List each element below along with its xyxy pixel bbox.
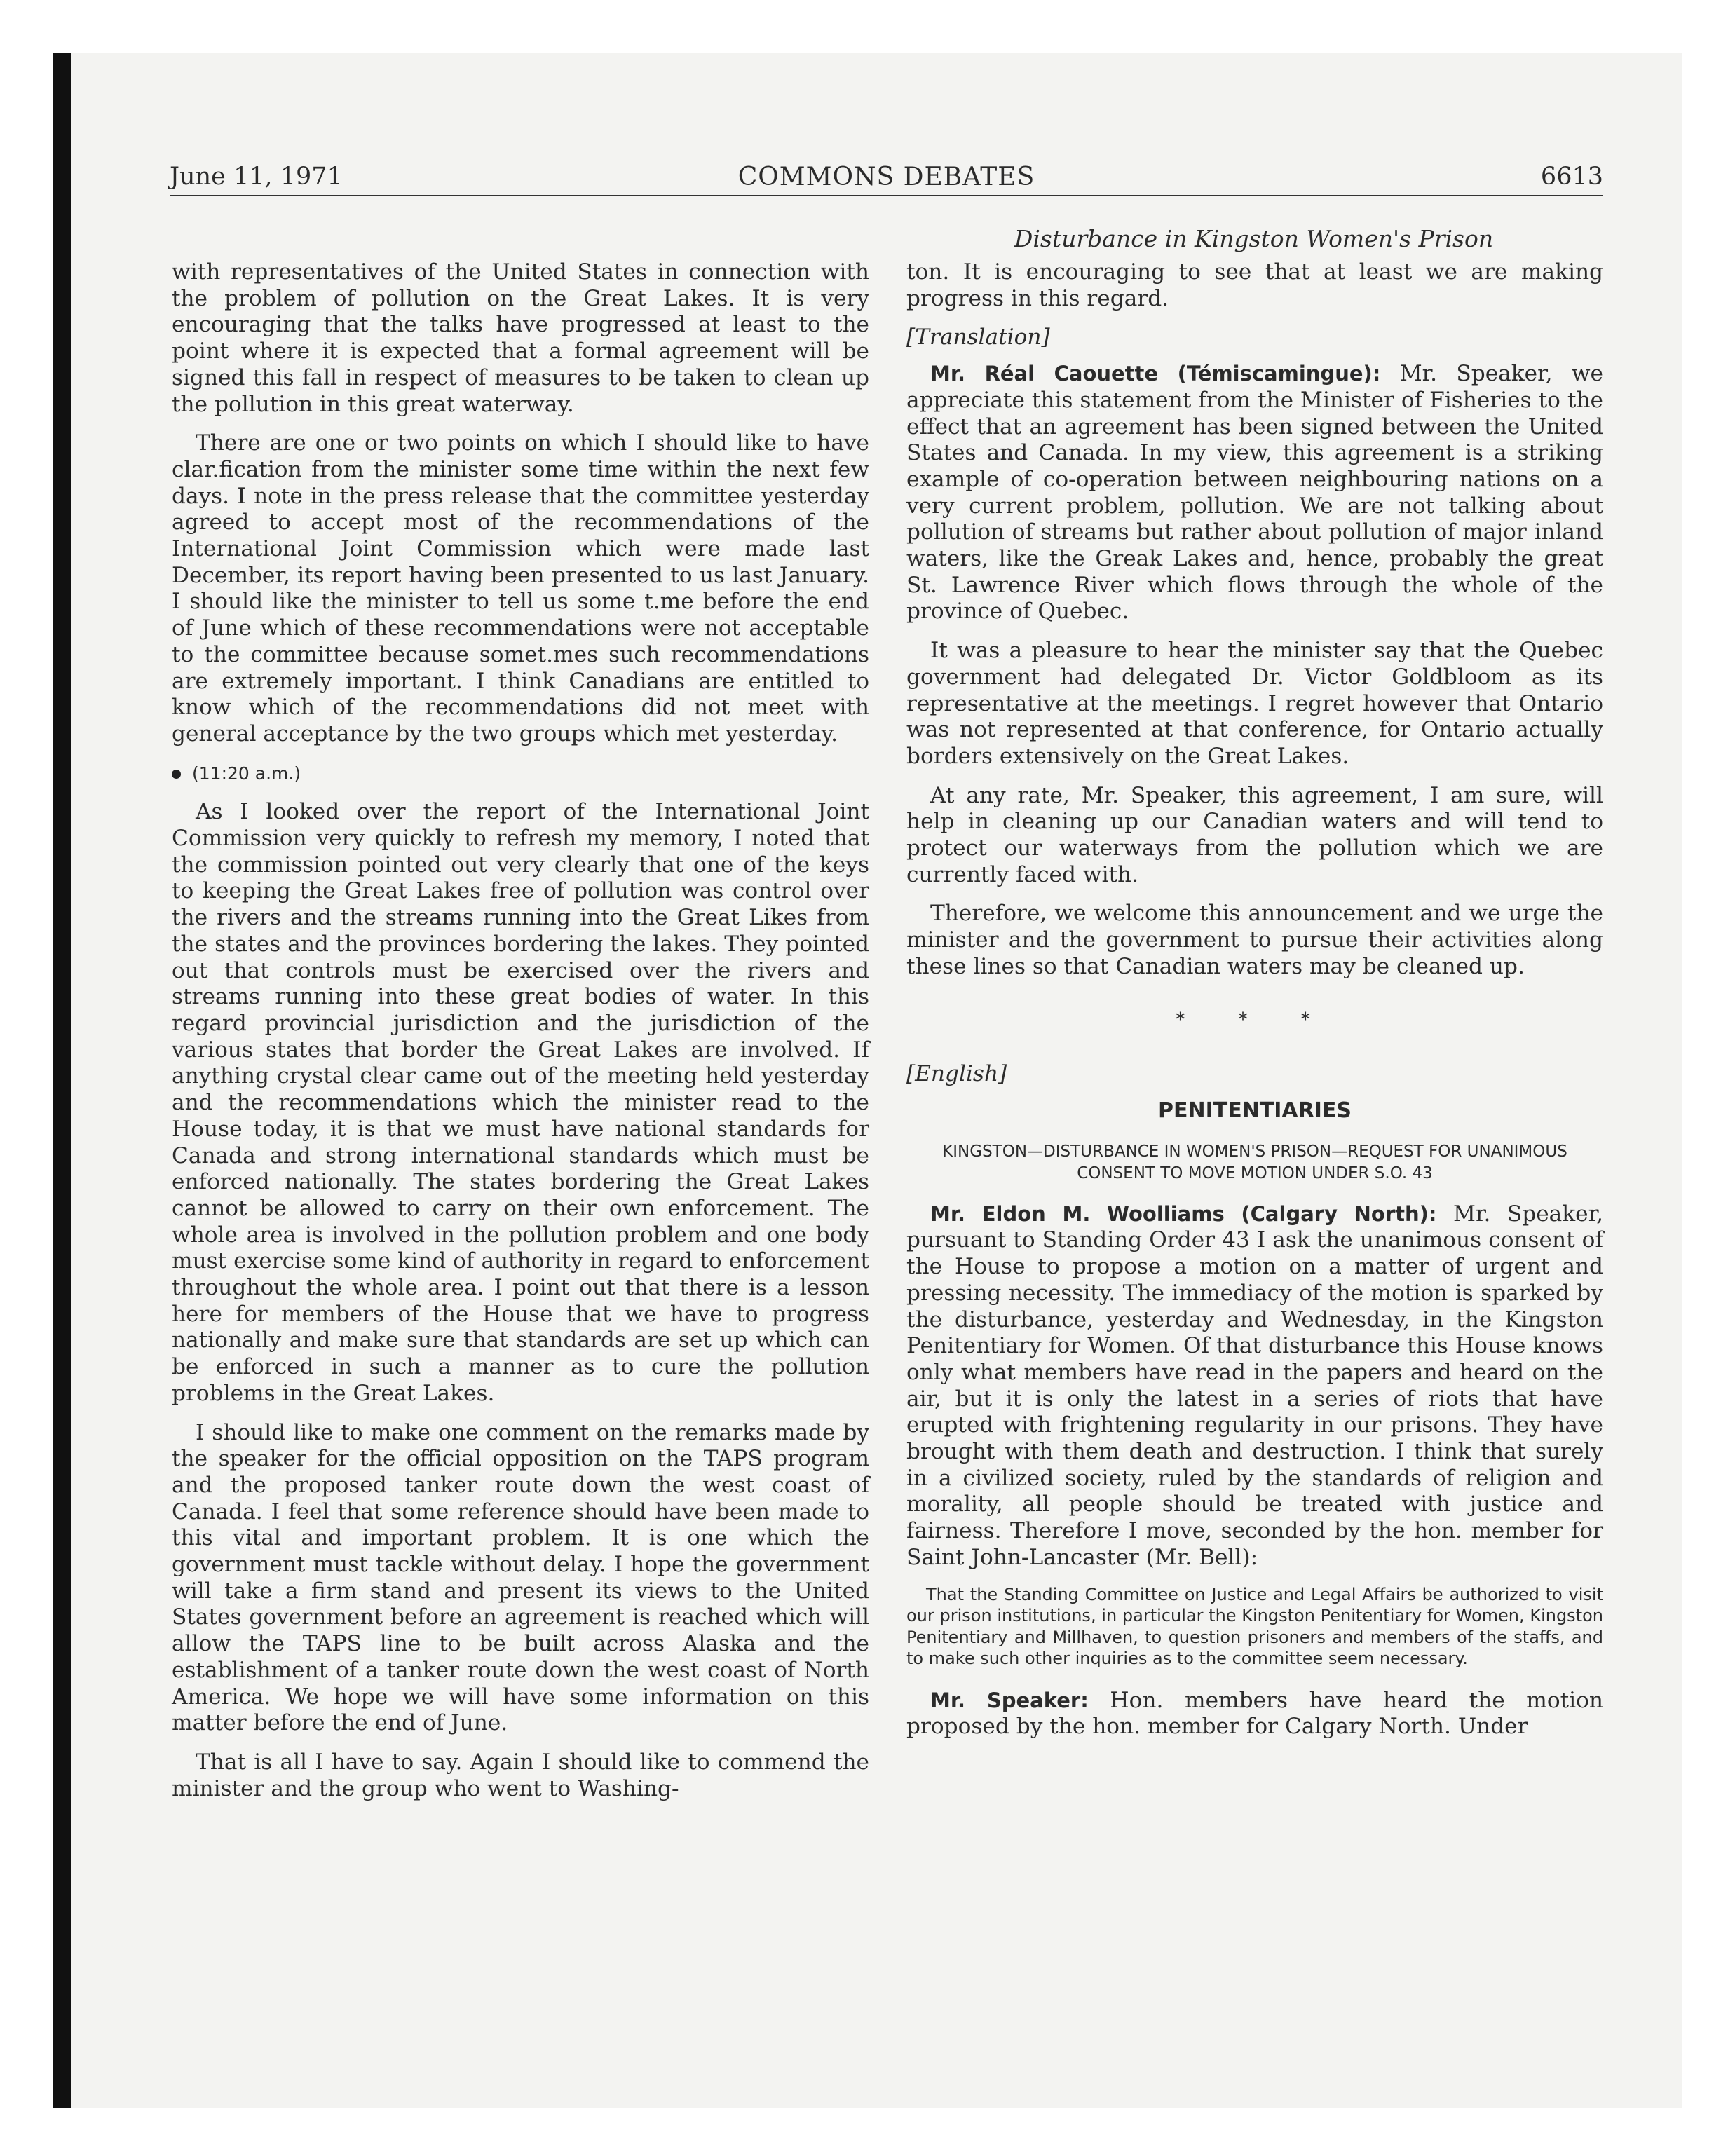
paragraph: As I looked over the report of the International Joint Commission very quickly to refresh my memory, I noted that the commission pointed out very clearly that one of the keys to keeping the Great Lakes free of pollution was control over the rivers and the streams running into the Great Likes from the states and the provinces bordering the lakes. They pointed out that controls must be exercised over the rivers and streams running into these great bodies of water. In this regard provincial jurisdiction and the jurisdiction of the various states that border the Great Lakes are involved. If anything crystal clear came out of the meeting held yesterday and the recommendations which the minister read to the House today, it is that we must have national standards for Canada and strong international standards which must be enforced nationally. The states bordering the Great Lakes cannot be allowed to carry on their own enforcement. The whole area is involved in the pollution problem and one body must exercise some kind of authority in regard to enforcement throughout the whole area. I point out that there is a lesson here for members of the House that we have to progress nationally and make sure that standards are set up which can be enforced in such a manner as to cure the pollution problems in the Great Lakes. bbox=[172, 799, 869, 1406]
time-mark-text: (11:20 a.m.) bbox=[192, 763, 301, 784]
english-label: [English] bbox=[906, 1061, 1007, 1087]
header-date: June 11, 1971 bbox=[170, 163, 343, 191]
left-column bbox=[172, 259, 869, 1815]
paragraph: Therefore, we welcome this announcement and we urge the minister and the government to pursue their activities along these lines so that Canadian waters may be cleaned up. bbox=[906, 901, 1603, 979]
right-column bbox=[906, 259, 1603, 1753]
running-head: Disturbance in Kingston Women's Prison bbox=[1014, 225, 1494, 252]
speaker-name: Mr. Eldon M. Woolliams (Calgary North): bbox=[930, 1201, 1437, 1226]
motion-text bbox=[906, 1584, 1603, 1670]
paragraph: It was a pleasure to hear the minister say that the Quebec government had delegated Dr. Victor Goldbloom as its representative at the meetings. I regret however that Ontario was not represented at that conference, for Ontario actually borders extensively on the Great Lakes. bbox=[906, 638, 1603, 769]
paragraph bbox=[906, 361, 1603, 625]
header-page-number: 6613 bbox=[1540, 163, 1603, 191]
section-heading: PENITENTIARIES bbox=[1157, 1098, 1352, 1123]
page-header bbox=[170, 163, 1603, 198]
translation-label: [Translation] bbox=[906, 325, 1050, 350]
paragraph bbox=[906, 1201, 1603, 1571]
binding-edge bbox=[53, 53, 71, 2108]
sub-heading: KINGSTON—DISTURBANCE IN WOMEN'S PRISON—REQUEST FOR UNANIMOUS CONSENT TO MOVE MOTION UNDER S.O. 43 bbox=[942, 1142, 1567, 1182]
paragraph bbox=[906, 1688, 1603, 1740]
paragraph: At any rate, Mr. Speaker, this agreement, I am sure, will help in cleaning up our Canadian waters and will tend to protect our waterways from the pollution which we are currently faced with. bbox=[906, 782, 1603, 887]
speaker-name: Mr. Speaker: bbox=[930, 1688, 1089, 1712]
paragraph: I should like to make one comment on the remarks made by the speaker for the official opposition on the TAPS program and the proposed tanker route down the west coast of Canada. I feel that some reference should have been made to this vital and important problem. It is one which the government must tackle without delay. I hope the government will take a firm stand and present its views to the United States government before an agreement is reached which will allow the TAPS line to be built across Alaska and the establishment of a tanker route down the west coast of North America. We hope we will have some information on this matter before the end of June. bbox=[172, 1419, 869, 1736]
paragraph: with representatives of the United States in connection with the problem of pollution on the Great Lakes. It is very encouraging that the talks have progressed at least to the point where it is expected that a formal agreement will be signed this fall in respect of measures to be taken to clean up the pollution in this great waterway. bbox=[172, 259, 869, 417]
bullet-icon bbox=[172, 770, 181, 779]
speaker-name: Mr. Réal Caouette (Témiscamingue): bbox=[930, 362, 1381, 386]
paragraph: ton. It is encouraging to see that at least we are making progress in this regard. bbox=[906, 259, 1603, 311]
speech-text: Mr. Speaker, we appreciate this statement from the Minister of Fisheries to the effect that an agreement has been signed between the United States and Canada. In my view, this agreement is a striking example of co-operation between neighbouring nations on a very current problem, pollution. We are not talking about pollution of streams but rather about pollution of major inland waters, like the Greak Lakes and, hence, probably the great St. Lawrence River which flows through the whole of the province of Quebec. bbox=[906, 361, 1603, 625]
section-separator: * * * bbox=[1176, 1009, 1334, 1030]
header-title: COMMONS DEBATES bbox=[737, 163, 1035, 191]
paragraph: There are one or two points on which I should like to have clar.fication from the minister some time within the next few days. I note in the press release that the committee yesterday agreed to accept most of the recommendations of the International Joint Commission which were made last December, its report having been presented to us last January. I should like the minister to tell us some t.me before the end of June which of these recommendations were not acceptable to the committee because somet.mes such recommendations are extremely important. I think Canadians are entitled to know which of the recommendations did not meet with general acceptance by the two groups which met yesterday. bbox=[172, 430, 869, 746]
speech-text: Mr. Speaker, pursuant to Standing Order 43 I ask the unanimous consent of the House to propose a motion on a matter of urgent and pressing necessity. The immediacy of the motion is sparked by the disturbance, yesterday and Wednesday, in the Kingston Penitentiary for Women. Of that disturbance this House knows only what members have read in the papers and heard on the air, but it is only the latest in a series of riots that have erupted with frightening regularity in our prisons. They have brought with them death and destruction. I think that surely in a civilized society, ruled by the standards of religion and morality, all people should be treated with justice and fairness. Therefore I move, seconded by the hon. member for Saint John-Lancaster (Mr. Bell): bbox=[906, 1201, 1603, 1570]
time-mark bbox=[172, 760, 869, 787]
paragraph: That is all I have to say. Again I should like to commend the minister and the group who went to Washing- bbox=[172, 1749, 869, 1801]
header-rule bbox=[170, 195, 1603, 196]
motion-body: That the Standing Committee on Justice and Legal Affairs be authorized to visit our prison institutions, in particular the Kingston Penitentiary for Women, Kingston Penitentiary and Millhaven, to question prisoners and members of the staffs, and to make such other inquiries as to the committee seem necessary. bbox=[906, 1584, 1603, 1669]
speech-text: Hon. members have heard the motion proposed by the hon. member for Calgary North. Under bbox=[906, 1687, 1603, 1740]
